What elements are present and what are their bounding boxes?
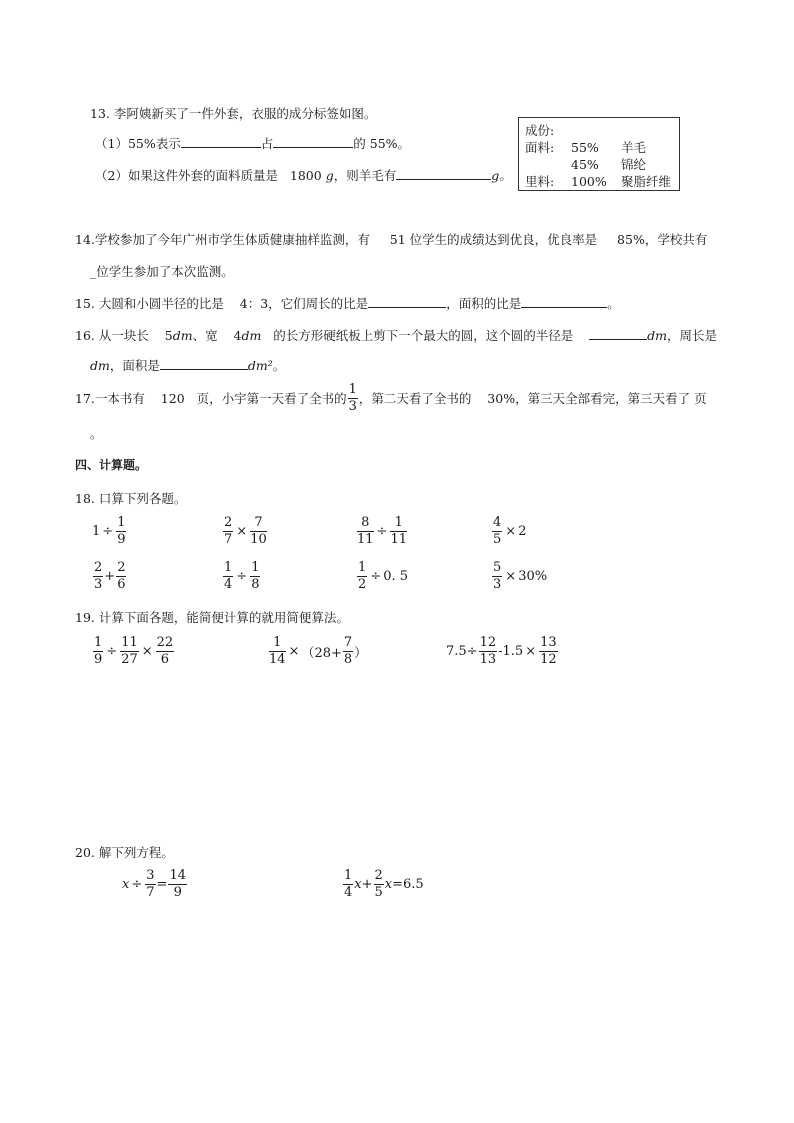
answer-blank[interactable] [589, 327, 647, 340]
q13-part2-unit: g [325, 168, 334, 183]
fraction [250, 516, 267, 546]
numerator: 5 [493, 560, 502, 575]
fraction [374, 869, 384, 899]
q15-ratio: 4：3 [239, 296, 269, 311]
q20-equation-2 [342, 869, 424, 899]
q18-item-5 [92, 561, 127, 591]
q15 [75, 294, 620, 312]
denominator: 10 [250, 531, 267, 547]
numerator: 1 [269, 636, 286, 652]
q18-item-7 [356, 561, 408, 591]
q19-expr-1 [92, 636, 175, 666]
answer-blank[interactable] [368, 295, 446, 308]
q16-text-d: ，周长是 [667, 328, 718, 343]
fraction [539, 636, 558, 666]
q16-unit: dm² [247, 358, 273, 373]
fraction [479, 636, 498, 666]
whole-number: 2 [518, 523, 527, 539]
fraction [269, 636, 286, 666]
operator: × [525, 643, 537, 659]
fraction [250, 561, 260, 591]
q14-line2: _位学生参加了本次监测。 [90, 264, 234, 279]
denominator: 9 [117, 531, 126, 547]
q16-line2 [90, 356, 285, 374]
label-pct: 55% [571, 140, 599, 155]
equals-value: =6.5 [392, 876, 424, 892]
q19-expr-2 [268, 636, 367, 666]
decimal-term: 7.5÷ [446, 643, 478, 659]
q18-item-2 [222, 516, 268, 546]
q18-item-6 [222, 561, 261, 591]
denominator: 27 [121, 651, 138, 667]
denominator: 7 [224, 531, 233, 547]
denominator: 8 [343, 651, 353, 667]
numerator: 14 [169, 868, 186, 883]
fraction [156, 636, 175, 666]
q20-equation-1 [122, 869, 188, 899]
q16-text-b: 、宽 [192, 328, 218, 343]
q18-item-8 [491, 561, 547, 591]
variable: x [122, 876, 130, 892]
q13-part1 [95, 134, 410, 152]
answer-blank[interactable] [181, 135, 261, 148]
fraction [116, 516, 126, 546]
numerator: 4 [493, 515, 502, 530]
operator: × [236, 523, 248, 539]
fraction [168, 869, 187, 899]
q16-unit: dm [241, 328, 262, 343]
answer-blank[interactable] [160, 357, 248, 370]
q15-text-b: ，它们周长的比是 [268, 296, 369, 311]
label-material: 聚脂纤维 [621, 174, 672, 189]
q13-part2-a: （2）如果这件外套的面料质量是 [95, 168, 278, 183]
q13-part2-c: g。 [491, 168, 512, 183]
q19-expr-3 [446, 636, 559, 666]
q14-line1 [75, 230, 707, 248]
equals-sign: = [156, 876, 168, 892]
denominator: 13 [479, 651, 497, 667]
operator: ÷ [102, 523, 114, 539]
label-title: 成份: [525, 123, 555, 138]
label-row [525, 139, 673, 156]
operator: ÷ [106, 643, 118, 659]
denominator: 5 [493, 531, 502, 547]
q16-text-a: 16. 从一块长 [75, 328, 149, 343]
q16-text-c: 的长方形硬纸板上剪下一个最大的圆，这个圆的半径是 [273, 328, 574, 343]
denominator: 3 [348, 398, 357, 414]
q13-part2 [95, 166, 512, 184]
q14-text-b: 位学生的成绩达到优良，优良率是 [409, 232, 598, 247]
q13-part1-a: （1）55%表示 [95, 136, 181, 151]
q16-unit: dm [647, 328, 668, 343]
denominator: 8 [251, 576, 260, 592]
fraction [492, 561, 502, 591]
q13-stem: 13. 李阿姨新买了一件外套，衣服的成分标签如图。 [90, 106, 377, 121]
operator: × [141, 643, 153, 659]
denominator: 7 [146, 884, 155, 900]
answer-blank[interactable] [396, 167, 491, 180]
denominator: 12 [540, 651, 557, 667]
variable-term: x+ [354, 876, 373, 892]
numerator: 1 [344, 868, 353, 883]
denominator: 11 [390, 531, 407, 547]
q17-line2: 。 [90, 426, 103, 441]
operator: ÷ [131, 876, 143, 892]
numerator: 22 [156, 635, 174, 650]
denominator: 4 [344, 884, 353, 900]
numerator: 3 [146, 868, 155, 883]
label-pct: 45% [571, 157, 599, 172]
q19-stem: 19. 计算下面各题，能简便计算的就用简便算法。 [75, 610, 349, 625]
q18-stem: 18. 口算下列各题。 [75, 491, 187, 506]
numerator: 1 [390, 516, 407, 532]
fraction [357, 516, 374, 546]
numerator: 1 [358, 560, 367, 575]
q16-width: 4 [233, 328, 242, 343]
denominator: 6 [117, 576, 126, 592]
q16-text-f: 。 [272, 358, 286, 373]
denominator: 3 [94, 576, 103, 592]
q14-text-a: 14.学校参加了今年广州市学生体质健康抽样监测，有 [75, 232, 370, 247]
numerator: 11 [121, 635, 138, 650]
fraction [223, 561, 233, 591]
q17-line1 [75, 383, 707, 413]
q18-item-4 [491, 516, 526, 546]
q15-text-a: 15. 大圆和小圆半径的比是 [75, 296, 224, 311]
q15-text-d: 。 [607, 296, 620, 311]
open-paren-term: （28+ [301, 645, 342, 661]
denominator: 2 [358, 576, 367, 592]
denominator: 14 [269, 651, 286, 667]
denominator: 6 [160, 651, 170, 667]
numerator: 1 [348, 382, 357, 397]
q16-line1 [75, 326, 717, 344]
q20-stem: 20. 解下列方程。 [75, 845, 174, 860]
q17-text-c: ，第二天看了全书的 [358, 391, 472, 407]
denominator: 5 [374, 884, 383, 900]
fraction [116, 561, 126, 591]
fraction [348, 383, 358, 413]
denominator: 11 [357, 531, 374, 547]
label-part: 面料: [525, 140, 555, 155]
operator: ÷ [236, 568, 248, 584]
operator: ÷ [376, 523, 388, 539]
denominator: 4 [224, 576, 233, 592]
numerator: 13 [540, 635, 557, 650]
q16-length: 5 [164, 328, 173, 343]
q17-text-a: 17.一本书有 [75, 391, 145, 407]
numerator: 2 [94, 560, 103, 575]
whole-number: 1 [92, 523, 101, 539]
label-row [525, 156, 673, 173]
fraction [357, 561, 367, 591]
q14-rate: 85% [617, 232, 645, 247]
q16-unit: dm [172, 328, 193, 343]
q13-part1-c: 的 55%。 [353, 136, 411, 151]
operator: + [104, 568, 116, 584]
operator: × [505, 568, 517, 584]
variable: x [384, 876, 393, 892]
numerator: 2 [374, 868, 383, 883]
label-pct: 100% [571, 174, 607, 189]
numerator: 7 [250, 516, 267, 532]
label-part [525, 156, 571, 173]
label-part: 里料: [525, 174, 555, 189]
q15-text-c: ，面积的比是 [446, 296, 522, 311]
numerator: 1 [94, 635, 103, 650]
denominator: 9 [94, 651, 103, 667]
numerator: 1 [224, 560, 233, 575]
q13-part2-value: 1800 [289, 168, 322, 183]
q14-count: 51 [389, 232, 406, 247]
numerator: 2 [224, 515, 233, 530]
fraction [93, 636, 103, 666]
denominator: 3 [493, 576, 502, 592]
decimal-term: -1.5 [498, 643, 524, 659]
section-title: 四、计算题。 [75, 458, 148, 472]
q17-text-d: ，第三天全部看完，第三天看了 页 [515, 391, 707, 407]
fraction [390, 516, 407, 546]
operator: × [288, 643, 300, 659]
numerator: 2 [117, 560, 126, 575]
numerator: 1 [117, 515, 126, 530]
numerator: 1 [251, 560, 260, 575]
label-row [525, 173, 673, 190]
decimal-number: 0. 5 [383, 568, 408, 584]
fraction [492, 516, 502, 546]
q17-pages: 120 [160, 390, 185, 406]
q18-item-3 [356, 516, 408, 546]
percent-number: 30% [518, 568, 548, 584]
q13-part1-b: 占 [260, 136, 274, 151]
answer-blank[interactable] [273, 135, 353, 148]
fraction [120, 636, 139, 666]
fraction [93, 561, 103, 591]
q17-text-b: 页，小宇第一天看了全书的 [196, 391, 347, 407]
operator: × [505, 523, 517, 539]
fraction [145, 869, 155, 899]
operator: ÷ [370, 568, 382, 584]
fraction [343, 636, 353, 666]
q16-unit: dm [90, 358, 110, 373]
numerator: 7 [343, 635, 353, 650]
label-material: 锦纶 [621, 157, 647, 172]
clothing-label-box [518, 117, 680, 191]
fraction [343, 869, 353, 899]
numerator: 12 [479, 635, 497, 650]
fraction [223, 516, 233, 546]
denominator: 9 [173, 884, 182, 900]
close-paren: ） [354, 645, 368, 661]
numerator: 8 [357, 516, 374, 532]
q18-item-1 [92, 516, 127, 546]
q16-text-e: ，面积是 [109, 358, 160, 373]
q17-percent: 30% [487, 390, 516, 406]
q13-part2-b: ，则羊毛有 [333, 168, 397, 183]
answer-blank[interactable] [521, 295, 607, 308]
q14-text-c: ，学校共有 [644, 232, 708, 247]
label-material: 羊毛 [621, 140, 647, 155]
